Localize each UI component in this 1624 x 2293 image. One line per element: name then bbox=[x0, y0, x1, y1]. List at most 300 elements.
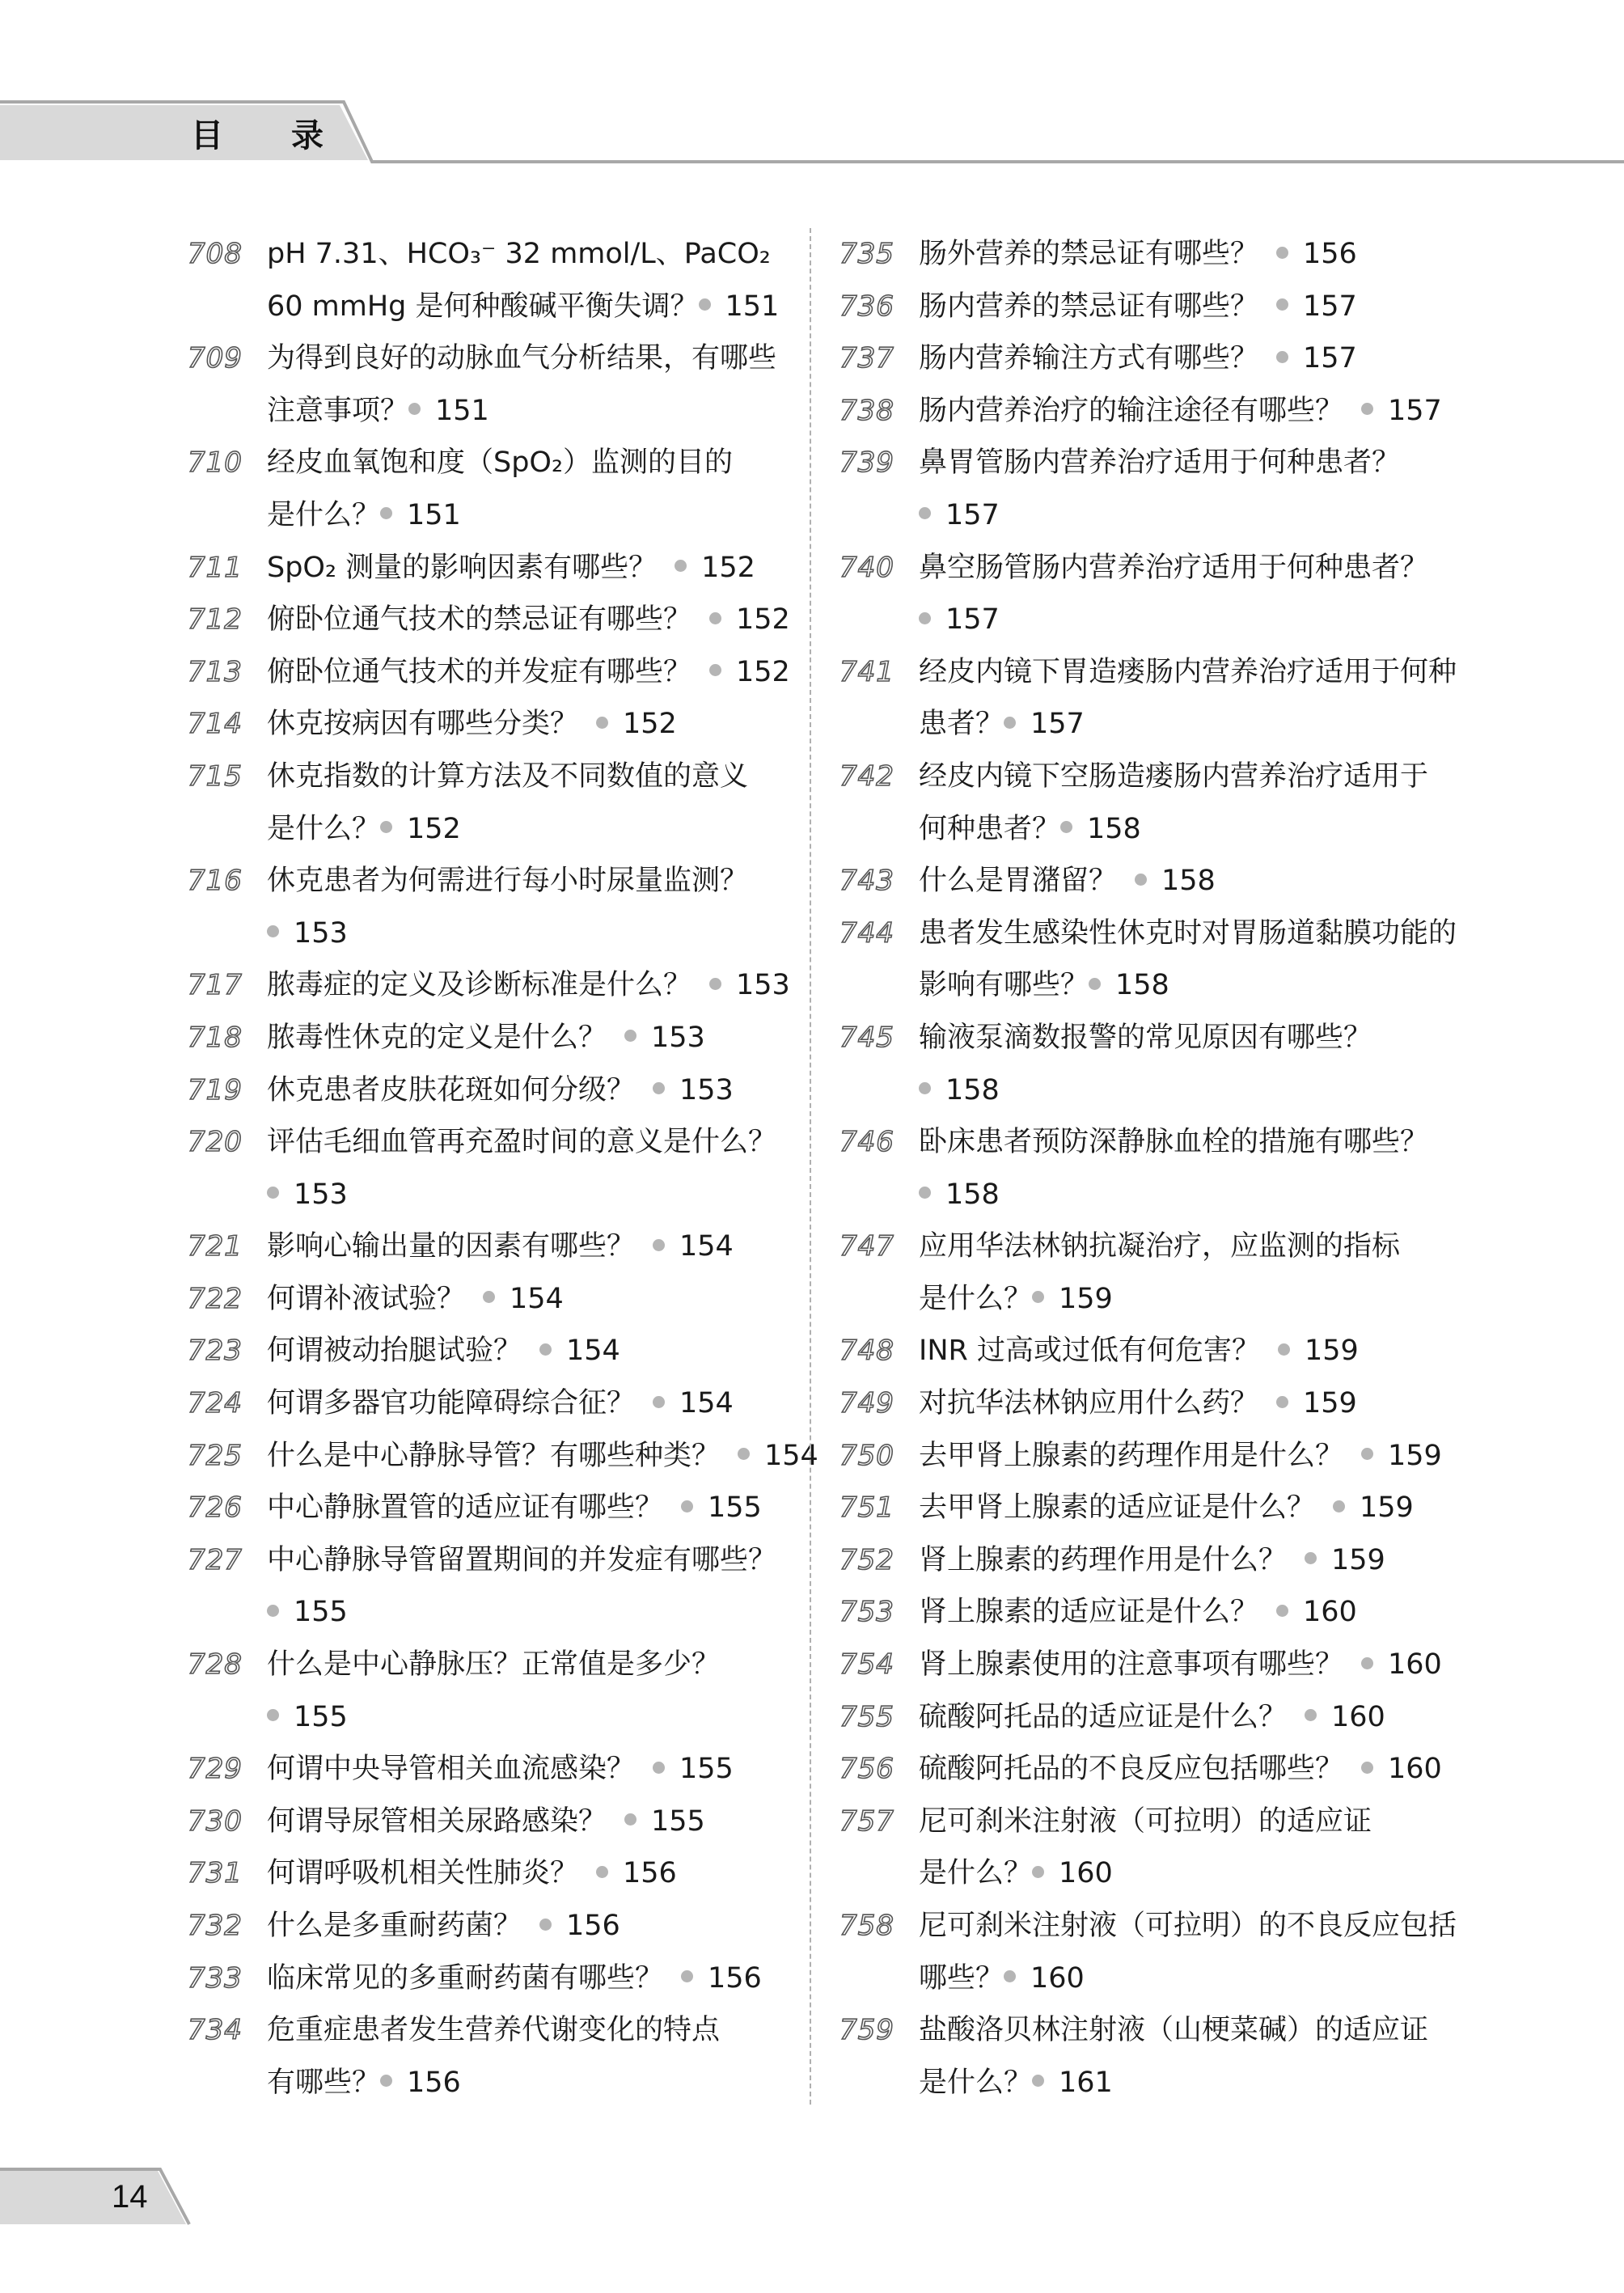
bullet-dot-icon bbox=[483, 1291, 495, 1303]
bullet-dot-icon bbox=[267, 1187, 279, 1199]
toc-entry[interactable] bbox=[188, 1639, 835, 1743]
entry-number: 735 bbox=[839, 238, 894, 270]
page-title: 目录 bbox=[191, 117, 391, 154]
toc-entry[interactable] bbox=[839, 1116, 1487, 1221]
bullet-dot-icon bbox=[1060, 821, 1072, 833]
entry-number: 754 bbox=[839, 1648, 894, 1682]
entry-text: 硫酸阿托品的不良反应包括哪些？ bbox=[919, 1753, 1344, 1786]
toc-entry[interactable] bbox=[188, 1377, 835, 1430]
entry-number: 729 bbox=[188, 1753, 243, 1786]
entry-page: 155 bbox=[679, 1753, 734, 1786]
entry-page: 158 bbox=[1161, 865, 1216, 898]
toc-entry[interactable] bbox=[839, 2004, 1487, 2109]
toc-entry[interactable] bbox=[188, 1430, 835, 1483]
entry-text: 硫酸阿托品的适应证是什么？ bbox=[919, 1700, 1288, 1733]
entry-line bbox=[188, 2057, 835, 2109]
entry-page: 159 bbox=[1304, 1335, 1359, 1368]
entry-line bbox=[188, 1847, 835, 1900]
toc-entry[interactable] bbox=[188, 855, 835, 959]
toc-entry[interactable] bbox=[839, 437, 1487, 541]
entry-line bbox=[188, 542, 835, 594]
entry-line bbox=[839, 2057, 1487, 2109]
bullet-dot-icon bbox=[1276, 1605, 1288, 1617]
entry-number: 737 bbox=[839, 342, 894, 375]
toc-entry[interactable] bbox=[188, 1221, 835, 1273]
bullet-dot-icon bbox=[1276, 1396, 1288, 1408]
entry-page: 154 bbox=[510, 1282, 564, 1315]
toc-entry[interactable] bbox=[188, 698, 835, 751]
entry-text: 有哪些？ bbox=[267, 2066, 381, 2099]
entry-number: 720 bbox=[188, 1126, 243, 1159]
entry-text: 去甲肾上腺素的药理作用是什么？ bbox=[919, 1439, 1344, 1472]
entry-line bbox=[839, 2004, 1487, 2057]
entry-line bbox=[188, 1639, 835, 1691]
entry-text: 何谓呼吸机相关性肺炎？ bbox=[267, 1857, 579, 1890]
entry-page: 153 bbox=[679, 1073, 734, 1106]
toc-entry[interactable] bbox=[839, 1325, 1487, 1377]
toc-entry[interactable] bbox=[188, 2004, 835, 2109]
toc-entry[interactable] bbox=[839, 1691, 1487, 1744]
entry-page: 160 bbox=[1388, 1648, 1442, 1682]
entry-text: 什么是多重耐药菌？ bbox=[267, 1910, 522, 1942]
bullet-dot-icon bbox=[738, 1448, 750, 1460]
entry-line bbox=[839, 1012, 1487, 1064]
bullet-dot-icon bbox=[919, 1082, 931, 1094]
entry-line bbox=[188, 698, 835, 751]
entry-page: 153 bbox=[736, 969, 790, 1002]
entry-number: 716 bbox=[188, 865, 243, 898]
entry-page: 159 bbox=[1360, 1491, 1414, 1525]
entry-text: 注意事项？ bbox=[267, 394, 409, 427]
entry-page: 157 bbox=[1388, 394, 1442, 427]
entry-number: 734 bbox=[188, 2014, 243, 2047]
entry-line bbox=[839, 1900, 1487, 1952]
entry-text: 临床常见的多重耐药菌有哪些？ bbox=[267, 1961, 664, 1995]
entry-line bbox=[839, 855, 1487, 907]
entry-line bbox=[188, 1012, 835, 1064]
bullet-dot-icon bbox=[709, 612, 721, 624]
entry-number: 743 bbox=[839, 865, 894, 898]
bullet-dot-icon bbox=[1361, 1762, 1373, 1774]
entry-number: 718 bbox=[188, 1021, 243, 1054]
entry-number: 727 bbox=[188, 1543, 243, 1576]
toc-entry[interactable] bbox=[188, 1012, 835, 1064]
entry-text: 鼻空肠管肠内营养治疗适用于何种患者？ bbox=[919, 551, 1429, 584]
entry-text: 盐酸洛贝林注射液（山梗菜碱）的适应证 bbox=[919, 2014, 1429, 2047]
entry-text: 应用华法林钠抗凝治疗，应监测的指标 bbox=[919, 1230, 1401, 1263]
entry-line bbox=[188, 1116, 835, 1169]
toc-entry[interactable] bbox=[839, 542, 1487, 646]
bullet-dot-icon bbox=[380, 2075, 392, 2087]
bullet-dot-icon bbox=[681, 1970, 693, 1982]
bullet-dot-icon bbox=[267, 925, 279, 937]
toc-entry[interactable] bbox=[188, 1325, 835, 1377]
entry-page: 157 bbox=[945, 603, 1000, 637]
entry-number: 758 bbox=[839, 1910, 894, 1942]
entry-page: 159 bbox=[1303, 1387, 1357, 1420]
bullet-dot-icon bbox=[1361, 1448, 1373, 1460]
toc-entry[interactable] bbox=[839, 751, 1487, 855]
toc-entry[interactable] bbox=[839, 1377, 1487, 1430]
bullet-dot-icon bbox=[653, 1082, 665, 1094]
entry-number: 744 bbox=[839, 916, 894, 950]
toc-entry[interactable] bbox=[188, 646, 835, 699]
entry-line bbox=[839, 385, 1487, 438]
entry-number: 726 bbox=[188, 1491, 243, 1525]
entry-line bbox=[188, 1377, 835, 1430]
entry-number: 757 bbox=[839, 1804, 894, 1838]
bullet-dot-icon bbox=[675, 560, 687, 572]
bullet-dot-icon bbox=[653, 1396, 665, 1408]
entry-number: 721 bbox=[188, 1230, 243, 1263]
entry-page: 157 bbox=[945, 498, 1000, 531]
bullet-dot-icon bbox=[1278, 1343, 1290, 1356]
entry-text: 什么是中心静脉压？正常值是多少？ bbox=[267, 1648, 721, 1682]
entry-number: 733 bbox=[188, 1961, 243, 1995]
entry-text: 何谓中央导管相关血流感染？ bbox=[267, 1753, 636, 1786]
bullet-dot-icon bbox=[1305, 1709, 1317, 1721]
entry-line bbox=[839, 1586, 1487, 1639]
entry-text: pH 7.31、HCO₃⁻ 32 mmol/L、PaCO₂ bbox=[267, 238, 771, 270]
entry-text: 脓毒性休克的定义是什么？ bbox=[267, 1021, 607, 1054]
entry-line bbox=[188, 1900, 835, 1952]
entry-text: 何谓被动抬腿试验？ bbox=[267, 1335, 522, 1368]
bullet-dot-icon bbox=[1333, 1500, 1345, 1512]
entry-text: INR 过高或过低有何危害？ bbox=[919, 1335, 1260, 1368]
bullet-dot-icon bbox=[681, 1500, 693, 1512]
entry-line bbox=[839, 1064, 1487, 1117]
entry-text: 是什么？ bbox=[919, 1282, 1033, 1315]
toc-entry[interactable] bbox=[839, 332, 1487, 385]
entry-number: 742 bbox=[839, 759, 894, 793]
entry-line bbox=[839, 1952, 1487, 2005]
toc-entry[interactable] bbox=[839, 1586, 1487, 1639]
entry-page: 156 bbox=[566, 1910, 620, 1942]
bullet-dot-icon bbox=[624, 1813, 636, 1826]
column-divider bbox=[810, 228, 811, 2105]
bullet-dot-icon bbox=[709, 664, 721, 676]
toc-entry[interactable] bbox=[188, 751, 835, 855]
entry-line bbox=[839, 907, 1487, 960]
entry-number: 715 bbox=[188, 759, 243, 793]
toc-entry[interactable] bbox=[188, 1952, 835, 2005]
toc-entry[interactable] bbox=[839, 281, 1487, 333]
entry-line bbox=[188, 1064, 835, 1117]
entry-text: 评估毛细血管再充盈时间的意义是什么？ bbox=[267, 1126, 777, 1159]
entry-line bbox=[839, 1325, 1487, 1377]
entry-number: 711 bbox=[188, 551, 243, 584]
entry-line bbox=[839, 542, 1487, 594]
entry-line bbox=[839, 1847, 1487, 1900]
entry-page: 159 bbox=[1059, 1282, 1113, 1315]
entry-text: 中心静脉导管留置期间的并发症有哪些？ bbox=[267, 1543, 777, 1576]
entry-line bbox=[839, 1743, 1487, 1796]
entry-text: 去甲肾上腺素的适应证是什么？ bbox=[919, 1491, 1316, 1525]
bullet-dot-icon bbox=[1032, 2075, 1044, 2087]
entry-text: 是什么？ bbox=[267, 812, 381, 845]
entry-number: 730 bbox=[188, 1804, 243, 1838]
entry-text: 什么是中心静脉导管？有哪些种类？ bbox=[267, 1439, 721, 1472]
entry-line bbox=[188, 1534, 835, 1587]
toc-entry[interactable] bbox=[188, 1796, 835, 1848]
entry-number: 722 bbox=[188, 1282, 243, 1315]
entry-text: 经皮血氧饱和度（SpO₂）监测的目的 bbox=[267, 446, 734, 480]
entry-number: 714 bbox=[188, 708, 243, 741]
entry-text: 尼可刹米注射液（可拉明）的适应证 bbox=[919, 1804, 1372, 1838]
toc-entry[interactable] bbox=[839, 1430, 1487, 1483]
entry-page: 156 bbox=[1303, 238, 1357, 270]
bullet-dot-icon bbox=[539, 1343, 552, 1356]
entry-text: 俯卧位通气技术的并发症有哪些？ bbox=[267, 655, 692, 688]
entry-line bbox=[839, 437, 1487, 489]
entry-text: 卧床患者预防深静脉血栓的措施有哪些？ bbox=[919, 1126, 1429, 1159]
toc-entry[interactable] bbox=[188, 1064, 835, 1117]
entry-line bbox=[188, 1796, 835, 1848]
entry-text: 中心静脉置管的适应证有哪些？ bbox=[267, 1491, 664, 1525]
entry-line bbox=[839, 228, 1487, 281]
bullet-dot-icon bbox=[1276, 247, 1288, 259]
bullet-dot-icon bbox=[1004, 1970, 1016, 1982]
entry-line bbox=[839, 1639, 1487, 1691]
toc-entry[interactable] bbox=[839, 1639, 1487, 1691]
entry-number: 712 bbox=[188, 603, 243, 637]
entry-text: 什么是胃潴留？ bbox=[919, 865, 1118, 898]
entry-line bbox=[188, 907, 835, 960]
toc-entry[interactable] bbox=[839, 385, 1487, 438]
entry-number: 749 bbox=[839, 1387, 894, 1420]
entry-page: 151 bbox=[435, 394, 489, 427]
entry-line bbox=[188, 1273, 835, 1326]
bullet-dot-icon bbox=[267, 1709, 279, 1721]
toc-entry[interactable] bbox=[839, 1221, 1487, 1325]
bullet-dot-icon bbox=[1032, 1291, 1044, 1303]
entry-text: 肾上腺素的适应证是什么？ bbox=[919, 1596, 1259, 1629]
bullet-dot-icon bbox=[380, 821, 392, 833]
entry-text: 为得到良好的动脉血气分析结果，有哪些 bbox=[267, 342, 777, 375]
entry-text: 脓毒症的定义及诊断标准是什么？ bbox=[267, 969, 692, 1002]
entry-text: 是什么？ bbox=[919, 2066, 1033, 2099]
entry-page: 151 bbox=[407, 498, 461, 531]
bullet-dot-icon bbox=[408, 403, 421, 415]
entry-line bbox=[188, 1221, 835, 1273]
entry-page: 151 bbox=[725, 290, 780, 323]
entry-line bbox=[839, 1430, 1487, 1483]
toc-entry[interactable] bbox=[188, 594, 835, 646]
entry-number: 745 bbox=[839, 1021, 894, 1054]
entry-line bbox=[839, 1482, 1487, 1534]
entry-line bbox=[188, 228, 835, 281]
entry-text: 是什么？ bbox=[267, 498, 381, 531]
entry-line bbox=[839, 1377, 1487, 1430]
entry-number: 741 bbox=[839, 655, 894, 688]
bullet-dot-icon bbox=[1276, 298, 1288, 311]
toc-entry[interactable] bbox=[839, 1482, 1487, 1534]
entry-line bbox=[839, 1691, 1487, 1744]
entry-line bbox=[839, 959, 1487, 1012]
entry-page: 157 bbox=[1303, 290, 1357, 323]
entry-text: 经皮内镜下胃造瘘肠内营养治疗适用于何种 bbox=[919, 655, 1457, 688]
entry-text: SpO₂ 测量的影响因素有哪些？ bbox=[267, 551, 658, 584]
bullet-dot-icon bbox=[653, 1762, 665, 1774]
entry-number: 724 bbox=[188, 1387, 243, 1420]
entry-number: 738 bbox=[839, 394, 894, 427]
bullet-dot-icon bbox=[1276, 351, 1288, 363]
bullet-dot-icon bbox=[539, 1919, 552, 1931]
entry-text: 休克患者为何需进行每小时尿量监测？ bbox=[267, 865, 749, 898]
entry-page: 160 bbox=[1388, 1753, 1442, 1786]
footer-band bbox=[0, 2168, 194, 2226]
entry-text: 休克指数的计算方法及不同数值的意义 bbox=[267, 759, 749, 793]
entry-page: 153 bbox=[651, 1021, 705, 1054]
toc-entry[interactable] bbox=[839, 1012, 1487, 1116]
entry-line bbox=[839, 281, 1487, 333]
entry-line bbox=[188, 803, 835, 856]
bullet-dot-icon bbox=[596, 1866, 608, 1878]
entry-line bbox=[188, 1586, 835, 1639]
entry-line bbox=[839, 1169, 1487, 1221]
entry-page: 157 bbox=[1303, 342, 1357, 375]
entry-text: 何谓补液试验？ bbox=[267, 1282, 466, 1315]
entry-line bbox=[839, 646, 1487, 699]
toc-entry[interactable] bbox=[188, 1116, 835, 1221]
entry-text: 对抗华法林钠应用什么药？ bbox=[919, 1387, 1259, 1420]
entry-page: 160 bbox=[1303, 1596, 1357, 1629]
toc-entry[interactable] bbox=[839, 1796, 1487, 1900]
footer-tab-shape bbox=[0, 2168, 194, 2226]
entry-line bbox=[188, 332, 835, 385]
entry-text: 何种患者？ bbox=[919, 812, 1061, 845]
entry-number: 732 bbox=[188, 1910, 243, 1942]
entry-line bbox=[839, 1221, 1487, 1273]
entry-number: 719 bbox=[188, 1073, 243, 1106]
toc-entry[interactable] bbox=[188, 332, 835, 437]
entry-page: 152 bbox=[407, 812, 461, 845]
entry-page: 155 bbox=[294, 1700, 348, 1733]
entry-page: 154 bbox=[764, 1439, 818, 1472]
toc-entry[interactable] bbox=[839, 228, 1487, 281]
entry-page: 152 bbox=[736, 655, 790, 688]
bullet-dot-icon bbox=[919, 612, 931, 624]
entry-text: 肠内营养输注方式有哪些？ bbox=[919, 342, 1259, 375]
toc-entry[interactable] bbox=[839, 907, 1487, 1012]
entry-number: 759 bbox=[839, 2014, 894, 2047]
entry-line bbox=[839, 332, 1487, 385]
toc-entry[interactable] bbox=[188, 1482, 835, 1534]
toc-entry[interactable] bbox=[839, 1743, 1487, 1796]
entry-page: 158 bbox=[945, 1178, 1000, 1211]
entry-number: 708 bbox=[188, 238, 243, 270]
entry-number: 709 bbox=[188, 342, 243, 375]
toc-entry[interactable] bbox=[188, 1743, 835, 1796]
toc-entry[interactable] bbox=[188, 228, 835, 332]
bullet-dot-icon bbox=[1032, 1866, 1044, 1878]
entry-text: 哪些？ bbox=[919, 1961, 1004, 1995]
entry-line bbox=[188, 489, 835, 542]
bullet-dot-icon bbox=[919, 507, 931, 519]
entry-text: 肠外营养的禁忌证有哪些？ bbox=[919, 238, 1259, 270]
entry-number: 723 bbox=[188, 1335, 243, 1368]
entry-text: 鼻胃管肠内营养治疗适用于何种患者？ bbox=[919, 446, 1401, 480]
entry-line bbox=[188, 646, 835, 699]
entry-number: 739 bbox=[839, 446, 894, 480]
entry-page: 158 bbox=[1115, 969, 1169, 1002]
entry-line bbox=[188, 1430, 835, 1483]
entry-text: 输液泵滴数报警的常见原因有哪些？ bbox=[919, 1021, 1372, 1054]
bullet-dot-icon bbox=[1089, 978, 1101, 990]
toc-entry[interactable] bbox=[188, 542, 835, 594]
entry-page: 159 bbox=[1388, 1439, 1442, 1472]
entry-line bbox=[188, 1952, 835, 2005]
toc-entry[interactable] bbox=[188, 1847, 835, 1900]
entry-page: 159 bbox=[1331, 1543, 1385, 1576]
entry-line bbox=[188, 855, 835, 907]
entry-text: 肾上腺素使用的注意事项有哪些？ bbox=[919, 1648, 1344, 1682]
entry-number: 756 bbox=[839, 1753, 894, 1786]
entry-text: 肾上腺素的药理作用是什么？ bbox=[919, 1543, 1288, 1576]
bullet-dot-icon bbox=[624, 1030, 636, 1042]
entry-text: 尼可刹米注射液（可拉明）的不良反应包括 bbox=[919, 1910, 1457, 1942]
entry-page: 156 bbox=[407, 2066, 461, 2099]
entry-text: 何谓导尿管相关尿路感染？ bbox=[267, 1804, 607, 1838]
entry-page: 155 bbox=[651, 1804, 705, 1838]
bullet-dot-icon bbox=[267, 1605, 279, 1617]
entry-page: 156 bbox=[623, 1857, 677, 1890]
entry-line bbox=[188, 1325, 835, 1377]
entry-page: 152 bbox=[736, 603, 790, 637]
toc-entry[interactable] bbox=[188, 1900, 835, 1952]
entry-line bbox=[188, 385, 835, 438]
entry-line bbox=[839, 1534, 1487, 1587]
entry-line bbox=[188, 2004, 835, 2057]
entry-line bbox=[839, 1273, 1487, 1326]
entry-page: 160 bbox=[1030, 1961, 1085, 1995]
bullet-dot-icon bbox=[919, 1187, 931, 1199]
bullet-dot-icon bbox=[1135, 874, 1147, 886]
entry-line bbox=[188, 1691, 835, 1744]
toc-entry[interactable] bbox=[839, 1534, 1487, 1587]
entry-number: 736 bbox=[839, 290, 894, 323]
entry-number: 731 bbox=[188, 1857, 243, 1890]
entry-number: 753 bbox=[839, 1596, 894, 1629]
entry-text: 休克患者皮肤花斑如何分级？ bbox=[267, 1073, 636, 1106]
entry-line bbox=[188, 281, 835, 333]
entry-page: 160 bbox=[1059, 1857, 1113, 1890]
entry-line bbox=[188, 751, 835, 803]
entry-line bbox=[188, 1482, 835, 1534]
toc-entry[interactable] bbox=[188, 1273, 835, 1326]
bullet-dot-icon bbox=[1361, 403, 1373, 415]
toc-entry[interactable] bbox=[188, 437, 835, 541]
toc-entry[interactable] bbox=[839, 855, 1487, 907]
entry-line bbox=[839, 751, 1487, 803]
entry-number: 710 bbox=[188, 446, 243, 480]
entry-text: 休克按病因有哪些分类？ bbox=[267, 708, 579, 741]
toc-entry[interactable] bbox=[188, 1534, 835, 1639]
entry-page: 157 bbox=[1030, 708, 1085, 741]
toc-entry[interactable] bbox=[839, 1900, 1487, 2004]
entry-text: 影响心输出量的因素有哪些？ bbox=[267, 1230, 636, 1263]
toc-entry[interactable] bbox=[188, 959, 835, 1012]
entry-page: 156 bbox=[708, 1961, 762, 1995]
entry-number: 755 bbox=[839, 1700, 894, 1733]
entry-page: 153 bbox=[294, 916, 348, 950]
entry-text: 经皮内镜下空肠造瘘肠内营养治疗适用于 bbox=[919, 759, 1429, 793]
entry-page: 154 bbox=[679, 1387, 734, 1420]
entry-number: 751 bbox=[839, 1491, 894, 1525]
toc-entry[interactable] bbox=[839, 646, 1487, 751]
page-number: 14 bbox=[112, 2179, 148, 2215]
bullet-dot-icon bbox=[596, 717, 608, 729]
